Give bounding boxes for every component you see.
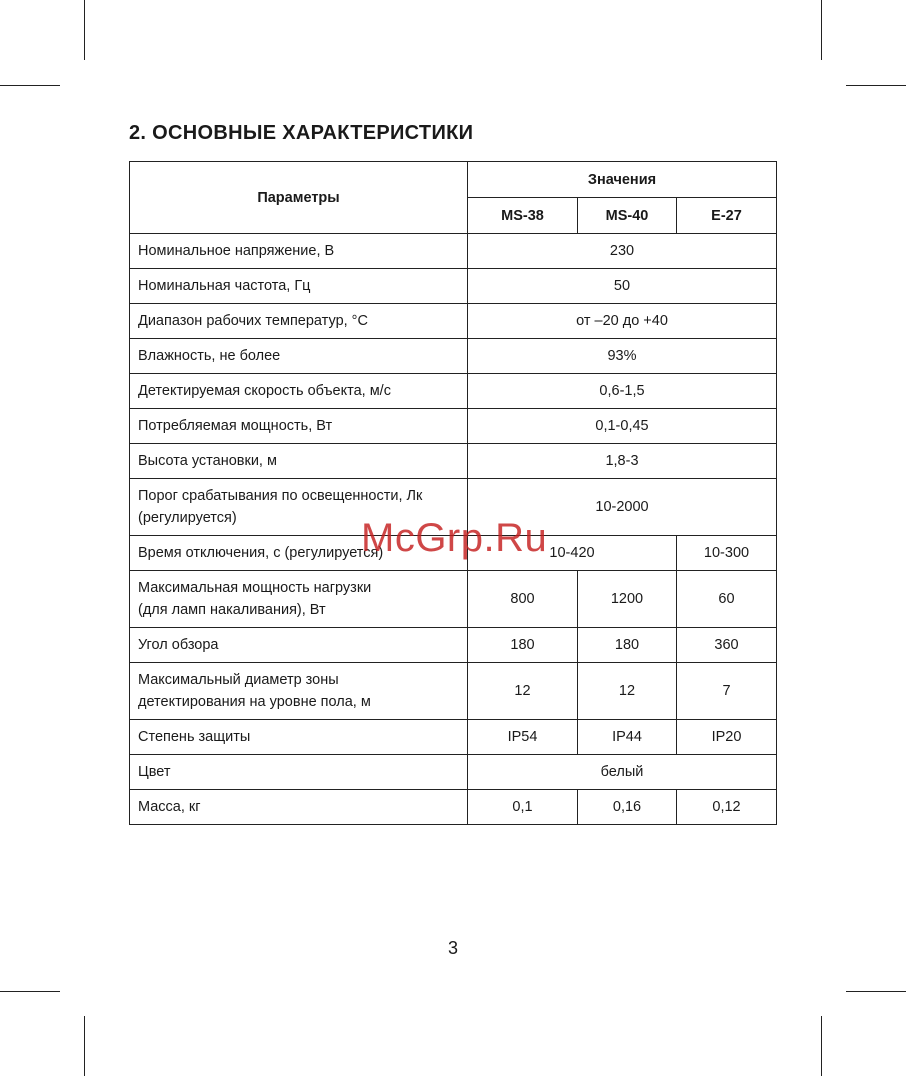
- row-value-ms38: 12: [468, 663, 578, 720]
- header-values: Значения: [468, 162, 777, 198]
- row-value-ms38: 0,1: [468, 790, 578, 825]
- row-label: Высота установки, м: [130, 444, 468, 479]
- row-value-e27: 7: [677, 663, 777, 720]
- table-header-row: [130, 162, 777, 198]
- row-value-ms38: IP54: [468, 720, 578, 755]
- crop-mark: [821, 0, 822, 60]
- row-value-ms40: 0,16: [578, 790, 677, 825]
- row-label: Влажность, не более: [130, 339, 468, 374]
- row-value-e27: IP20: [677, 720, 777, 755]
- row-label: Масса, кг: [130, 790, 468, 825]
- row-value-ms40: 12: [578, 663, 677, 720]
- row-value-e27: 60: [677, 571, 777, 628]
- row-value-e27: 360: [677, 628, 777, 663]
- row-label: Номинальное напряжение, В: [130, 234, 468, 269]
- page-number: 3: [447, 938, 458, 958]
- row-label: Потребляемая мощность, Вт: [130, 409, 468, 444]
- row-value: 10-2000: [468, 479, 777, 536]
- table-row: [130, 269, 777, 304]
- crop-mark: [821, 1016, 822, 1076]
- row-value: 0,6-1,5: [468, 374, 777, 409]
- table-row: [130, 444, 777, 479]
- table-row: [130, 790, 777, 825]
- row-label: [130, 479, 468, 536]
- row-label: [130, 663, 468, 720]
- row-value: 0,1-0,45: [468, 409, 777, 444]
- specifications-table: [129, 161, 777, 825]
- row-label: [130, 571, 468, 628]
- row-value-ms38: 800: [468, 571, 578, 628]
- table-row: [130, 304, 777, 339]
- crop-mark: [84, 1016, 85, 1076]
- section-title: 2. ОСНОВНЫЕ ХАРАКТЕРИСТИКИ: [129, 122, 474, 144]
- row-value: 93%: [468, 339, 777, 374]
- table-row: [130, 479, 777, 536]
- table-row: [130, 628, 777, 663]
- row-label-line: Максимальная мощность нагрузки: [138, 580, 372, 596]
- crop-mark: [0, 85, 60, 86]
- header-model-e27: E-27: [677, 198, 777, 234]
- row-label: Степень защиты: [130, 720, 468, 755]
- row-value-ms40: 1200: [578, 571, 677, 628]
- row-value: 1,8-3: [468, 444, 777, 479]
- table-row: [130, 663, 777, 720]
- row-label-line: (регулируется): [138, 510, 237, 526]
- row-value-ms40: 180: [578, 628, 677, 663]
- table-row: [130, 339, 777, 374]
- row-value: от –20 до +40: [468, 304, 777, 339]
- row-value-ms: 10-420: [468, 536, 677, 571]
- row-label-line: детектирования на уровне пола, м: [138, 694, 371, 710]
- watermark: McGrp.Ru: [361, 516, 548, 560]
- row-value: 50: [468, 269, 777, 304]
- row-label: Время отключения, с (регулируется): [130, 536, 468, 571]
- row-value-e27: 0,12: [677, 790, 777, 825]
- row-label-line: Максимальный диаметр зоны: [138, 672, 339, 688]
- table-row: [130, 755, 777, 790]
- crop-mark: [0, 991, 60, 992]
- row-label: Угол обзора: [130, 628, 468, 663]
- row-label: Детектируемая скорость объекта, м/с: [130, 374, 468, 409]
- table-row: [130, 571, 777, 628]
- header-model-ms38: MS-38: [468, 198, 578, 234]
- row-label: Диапазон рабочих температур, °С: [130, 304, 468, 339]
- row-label-line: Порог срабатывания по освещенности, Лк: [138, 488, 423, 504]
- header-model-ms40: MS-40: [578, 198, 677, 234]
- row-value-ms40: IP44: [578, 720, 677, 755]
- crop-mark: [846, 85, 906, 86]
- table-row: [130, 536, 777, 571]
- table-row: [130, 234, 777, 269]
- table-row: [130, 374, 777, 409]
- header-params: Параметры: [130, 162, 468, 234]
- row-label-line: (для ламп накаливания), Вт: [138, 602, 326, 618]
- table-row: [130, 409, 777, 444]
- crop-mark: [846, 991, 906, 992]
- table-row: [130, 720, 777, 755]
- row-value-ms38: 180: [468, 628, 578, 663]
- crop-mark: [84, 0, 85, 60]
- row-value: 230: [468, 234, 777, 269]
- row-value: белый: [468, 755, 777, 790]
- row-value-e27: 10-300: [677, 536, 777, 571]
- row-label: Цвет: [130, 755, 468, 790]
- row-label: Номинальная частота, Гц: [130, 269, 468, 304]
